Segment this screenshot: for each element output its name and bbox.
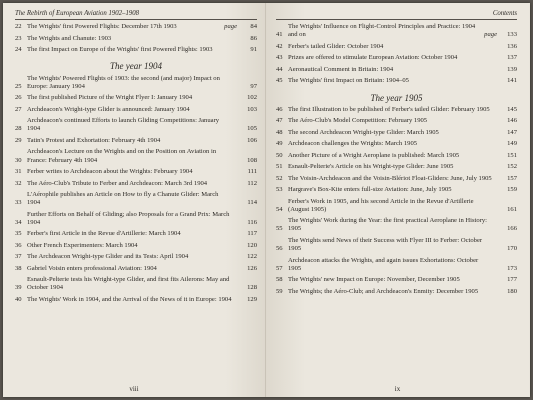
right-page <box>266 3 529 397</box>
toc-list <box>15 23 257 54</box>
entry-page: 170 <box>507 245 517 253</box>
entry-page: 116 <box>247 218 257 226</box>
entry-page: 84 <box>250 23 257 31</box>
entry-number: 44 <box>276 65 283 73</box>
entry-title: Esnault-Pelterie tests his Wright-type Glider, and first fits Ailerons: May and October 1904 <box>27 276 230 292</box>
entry-title: L'Aérophile publishes an Article on How to fly a Chanute Glider: March 1904 <box>27 191 219 207</box>
toc-entry <box>276 198 517 214</box>
entry-page: 114 <box>247 199 257 207</box>
entry-page: 173 <box>507 264 517 272</box>
entry-number: 47 <box>276 117 283 125</box>
entry-number: 56 <box>276 245 283 253</box>
toc-list <box>15 75 257 304</box>
toc-entry <box>276 276 517 284</box>
entry-title: Other French Experimenters: March 1904 <box>27 241 138 249</box>
entry-title: Archdeacon's Lecture on the Wrights and on the Position on Aviation in France: February 4th 1904 <box>27 148 217 164</box>
toc-entry <box>276 175 517 183</box>
entry-page: 126 <box>247 264 257 272</box>
toc-entry <box>15 265 257 273</box>
entry-number: 57 <box>276 264 283 272</box>
entry-page: 177 <box>507 276 517 284</box>
entry-title: Another Picture of a Wright Aeroplane is published: March 1905 <box>288 151 460 159</box>
toc-entry <box>276 152 517 160</box>
entry-page: 129 <box>247 295 257 303</box>
entry-number: 42 <box>276 42 283 50</box>
toc-list <box>276 106 517 296</box>
toc-entry <box>15 75 257 91</box>
entry-number: 29 <box>15 136 22 144</box>
entry-number: 27 <box>15 105 22 113</box>
toc-entry <box>276 106 517 114</box>
entry-page: 128 <box>247 284 257 292</box>
entry-title: Esnault-Pelterie's Article on his Wright-type Glider: June 1905 <box>288 163 454 171</box>
entry-page: 103 <box>247 105 257 113</box>
entry-title: Ferber's Work in 1905, and his second Article in the Revue d'Artillerie (August 1905) <box>288 197 474 213</box>
entry-page: 159 <box>507 186 517 194</box>
entry-title: The Wrights send News of their Success with Flyer III to Ferber: October 1905 <box>288 236 483 253</box>
toc-entry <box>15 117 257 133</box>
entry-page: 146 <box>507 117 517 125</box>
toc-entry <box>276 257 517 273</box>
entry-number: 32 <box>15 179 22 187</box>
toc-entry <box>15 191 257 207</box>
entry-title: Aeronautical Comment in Britain: 1904 <box>288 65 394 73</box>
entry-title: Ferber's first Article in the Revue d'Artillerie: March 1904 <box>27 230 181 238</box>
header-title: Contents <box>492 10 517 17</box>
entry-title: Archdeacon's Wright-type Glider is announced: January 1904 <box>27 105 190 113</box>
toc-entry <box>15 35 257 43</box>
toc-list <box>276 23 517 85</box>
entry-title: The first Illustration to be published of Ferber's tailed Glider: February 1905 <box>288 105 490 113</box>
entry-title: The first Impact on Europe of the Wrights' first Powered Flights: 1903 <box>27 46 213 54</box>
entry-number: 46 <box>276 105 283 113</box>
toc-entry <box>276 66 517 74</box>
entry-number: 49 <box>276 140 283 148</box>
section-heading: The year 1904 <box>110 61 162 72</box>
toc-entry <box>15 23 257 31</box>
entry-title: The Wrights and Chanute: 1903 <box>27 34 112 42</box>
entry-number: 51 <box>276 163 283 171</box>
entry-number: 31 <box>15 168 22 176</box>
entry-title: Tatin's Protest and Exhortation: February 4th 1904 <box>27 136 161 144</box>
entry-page: 180 <box>507 287 517 295</box>
entry-title: The first published Picture of the Wright Flyer I: January 1904 <box>27 94 193 102</box>
entry-title: The Aéro-Club's Model Competition: February 1905 <box>288 117 428 125</box>
toc-entry <box>15 106 257 114</box>
page-prefix: page <box>484 31 497 39</box>
entry-title: The Wrights' first Powered Flights: December 17th 1903 <box>27 23 177 31</box>
entry-page: 106 <box>247 136 257 144</box>
entry-number: 39 <box>15 284 22 292</box>
toc-entry <box>276 237 517 253</box>
entry-number: 26 <box>15 94 22 102</box>
entry-title: Gabriel Voisin enters professional Aviation: 1904 <box>27 264 157 272</box>
toc-entry <box>276 129 517 137</box>
entry-page: 105 <box>247 125 257 133</box>
entry-number: 50 <box>276 151 283 159</box>
entry-page: 149 <box>507 140 517 148</box>
entry-page: 102 <box>247 94 257 102</box>
toc-entry <box>276 186 517 194</box>
entry-number: 38 <box>15 264 22 272</box>
section-heading: The year 1905 <box>370 92 423 103</box>
left-page <box>3 3 266 397</box>
entry-title: The Wrights' Powered Flights of 1903: the second (and major) Impact on Europe: January 1904 <box>27 74 220 90</box>
entry-title: Archdeacon's continued Efforts to launch Gliding Competitions: January 1904 <box>27 117 220 133</box>
toc-entry <box>15 230 257 238</box>
toc-entry <box>15 137 257 145</box>
entry-title: The Archdeacon Wright-type Glider and its Tests: April 1904 <box>27 253 189 261</box>
toc-entry <box>276 117 517 125</box>
entry-title: The Wrights; the Aéro-Club; and Archdeacon's Enmity: December 1905 <box>288 287 479 295</box>
entry-page: 152 <box>507 163 517 171</box>
entry-page: 157 <box>507 174 517 182</box>
toc-entry <box>15 180 257 188</box>
entry-number: 58 <box>276 276 283 284</box>
toc-entry <box>15 46 257 54</box>
toc-entry <box>276 217 517 233</box>
toc-entry <box>276 23 517 39</box>
entry-number: 40 <box>15 295 22 303</box>
entry-page: 117 <box>247 230 257 238</box>
entry-title: Archdeacon challenges the Wrights: March 1905 <box>288 140 418 148</box>
toc-entry <box>276 43 517 51</box>
header-title: The Rebirth of European Aviation 1902–1908 <box>15 10 140 17</box>
entry-number: 36 <box>15 241 22 249</box>
entry-page: 139 <box>507 65 517 73</box>
entry-page: 122 <box>247 253 257 261</box>
entry-page: 145 <box>507 105 517 113</box>
entry-number: 41 <box>276 31 283 39</box>
entry-number: 22 <box>15 23 22 31</box>
entry-title: The Wrights' new Impact on Europe: November, December 1905 <box>288 276 460 284</box>
entry-number: 23 <box>15 34 22 42</box>
entry-title: The second Archdeacon Wright-type Glider: March 1905 <box>288 128 439 136</box>
entry-title: Prizes are offered to stimulate European Aviation: October 1904 <box>288 54 458 62</box>
entry-title: The Wrights' Influence on Flight-Control Principles and Practice: 1904 and on <box>288 23 476 39</box>
entry-page: 136 <box>507 42 517 50</box>
entry-title: Hargrave's Box-Kite enters full-size Aviation: June, July 1905 <box>288 186 452 194</box>
toc-entry <box>15 253 257 261</box>
entry-number: 45 <box>276 77 283 85</box>
entry-title: Ferber writes to Archdeacon about the Wrights: February 1904 <box>27 168 193 176</box>
entry-page: 137 <box>507 54 517 62</box>
entry-number: 52 <box>276 174 283 182</box>
entry-page: 120 <box>247 241 257 249</box>
toc-entry <box>276 288 517 296</box>
entry-number: 30 <box>15 156 22 164</box>
entry-number: 35 <box>15 230 22 238</box>
toc-entry <box>276 77 517 85</box>
entry-title: Archdeacon attacks the Wrights, and again issues Exhortations: October 1905 <box>288 256 479 272</box>
entry-page: 91 <box>250 46 257 54</box>
toc-entry <box>276 163 517 171</box>
entry-number: 43 <box>276 54 283 62</box>
entry-page: 151 <box>507 151 517 159</box>
entry-number: 33 <box>15 199 22 207</box>
entry-title: Further Efforts on Behalf of Gliding; also Proposals for a Grand Prix: March 1904 <box>27 210 230 226</box>
entry-page: 133 <box>507 31 517 39</box>
entry-title: The Voisin-Archdeacon and the Voisin-Blériot Float-Gliders: June, July 1905 <box>288 174 492 182</box>
entry-page: 166 <box>507 225 517 233</box>
entry-page: 108 <box>247 156 257 164</box>
entry-number: 48 <box>276 128 283 136</box>
page-number: ix <box>394 385 401 393</box>
entry-number: 53 <box>276 186 283 194</box>
toc-entry <box>15 276 257 292</box>
toc-entry <box>15 296 257 304</box>
entry-number: 54 <box>276 205 283 213</box>
toc-entry <box>15 94 257 102</box>
toc-entry <box>15 168 257 176</box>
entry-page: 86 <box>250 34 257 42</box>
page-prefix: page <box>224 23 237 31</box>
entry-title: The Wrights' Work during the Year: the first practical Aeroplane in History: 1905 <box>288 217 488 233</box>
page-number: viii <box>129 385 139 393</box>
toc-entry <box>15 148 257 164</box>
toc-entry <box>15 211 257 227</box>
entry-title: Ferber's tailed Glider: October 1904 <box>288 42 384 50</box>
entry-page: 112 <box>247 179 257 187</box>
entry-title: The Wrights' Work in 1904, and the Arrival of the News of it in Europe: 1904 <box>27 295 232 303</box>
entry-page: 111 <box>247 168 257 176</box>
entry-title: The Aéro-Club's Tribute to Ferber and Archdeacon: March 3rd 1904 <box>27 179 208 187</box>
book-spread <box>3 3 530 397</box>
entry-number: 59 <box>276 287 283 295</box>
entry-number: 55 <box>276 225 283 233</box>
entry-number: 34 <box>15 218 22 226</box>
entry-number: 24 <box>15 46 22 54</box>
running-header <box>15 9 257 20</box>
entry-number: 25 <box>15 82 22 90</box>
entry-page: 147 <box>507 128 517 136</box>
entry-number: 28 <box>15 125 22 133</box>
toc-entry <box>276 140 517 148</box>
running-header <box>276 9 517 20</box>
toc-entry <box>276 54 517 62</box>
toc-entry <box>15 242 257 250</box>
entry-number: 37 <box>15 253 22 261</box>
entry-page: 161 <box>507 205 517 213</box>
entry-page: 97 <box>250 82 257 90</box>
entry-page: 141 <box>507 77 517 85</box>
entry-title: The Wrights' first Impact on Britain: 1904–05 <box>288 77 409 85</box>
